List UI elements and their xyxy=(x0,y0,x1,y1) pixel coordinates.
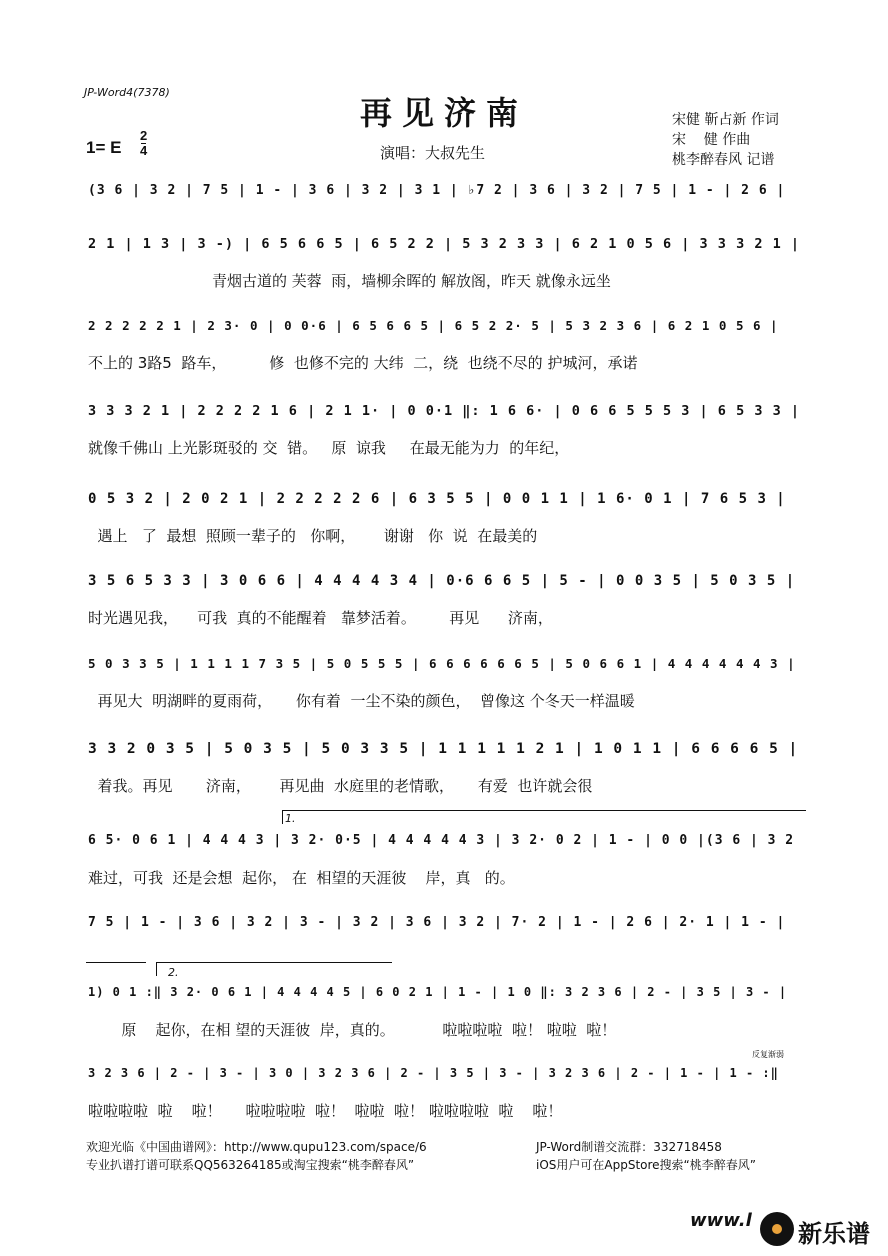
logo-text: 新乐谱 xyxy=(798,1220,870,1248)
lyrics-line: 啦啦啦啦 啦 啦！ 啦啦啦啦 啦！ 啦啦 啦！ 啦啦啦啦 啦 啦！ xyxy=(88,1102,563,1120)
notation-line: 3 3 3 2 1 | 2 2 2 2 1 6 | 2 1 1· | 0 0·1 ‖: 1 6 6· | 0 6 6 5 5 5 3 | 6 5 3 3 | xyxy=(88,403,800,419)
brand-url: www.l xyxy=(690,1210,752,1231)
software-label: JP-Word4(7378) xyxy=(84,86,170,99)
singer-credit: 演唱：大叔先生 xyxy=(380,144,486,162)
volta-second-line xyxy=(156,962,392,963)
site-logo xyxy=(760,1212,884,1248)
notation-line: 3 3 2 0 3 5 | 5 0 3 5 | 5 0 3 3 5 | 1 1 1 1 1 2 1 | 1 0 1 1 | 6 6 6 6 5 | xyxy=(88,741,799,757)
notation-line: 7 5 | 1 - | 3 6 | 3 2 | 3 - | 3 2 | 3 6 | 3 2 | 7· 2 | 1 - | 2 6 | 2· 1 | 1 - | xyxy=(88,915,786,930)
lyrics-line: 就像千佛山 上光影斑驳的 交 错。 原 谅我 在最无能为力 的年纪， xyxy=(88,439,570,457)
volta-first-tick xyxy=(282,810,283,824)
meter-top: 2 xyxy=(140,128,148,143)
volta-first-line xyxy=(282,810,806,811)
key-signature: 1= E xyxy=(86,138,122,157)
fade-direction: 反复渐弱 xyxy=(752,1050,784,1059)
volta-first-continuation xyxy=(86,962,146,963)
notation-line: 2 1 | 1 3 | 3 -) | 6 5 6 6 5 | 6 5 2 2 | 5 3 2 3 3 | 6 2 1 0 5 6 | 3 3 3 2 1 | xyxy=(88,236,800,252)
lyrics-line: 不上的 3路5 路车， 修 也修不完的 大纬 二，绕 也绕不尽的 护城河，承诺 xyxy=(88,354,638,372)
composer-credit: 宋 健 作曲 xyxy=(672,132,751,148)
footer-ios: iOS用户可在AppStore搜索“桃李醉春风” xyxy=(536,1158,756,1172)
volta-second-tick xyxy=(156,962,157,976)
notation-line: 6 5· 0 6 1 | 4 4 4 3 | 3 2· 0·5 | 4 4 4 4 4 3 | 3 2· 0 2 | 1 - | 0 0 |(3 6 | 3 2 xyxy=(88,833,795,848)
lyrics-line: 青烟古道的 芙蓉 雨，墙柳余晖的 解放阁，昨天 就像永远坐 xyxy=(88,272,611,290)
song-title: 再见济南 xyxy=(359,94,528,132)
footer-site-link[interactable]: 欢迎光临《中国曲谱网》：http://www.qupu123.com/space/6 xyxy=(86,1140,427,1154)
notation-line: 1) 0 1 :‖ 3 2· 0 6 1 | 4 4 4 4 5 | 6 0 2 1 | 1 - | 1 0 ‖: 3 2 3 6 | 2 - | 3 5 | 3 - | xyxy=(88,985,788,999)
meter-bottom: 4 xyxy=(140,143,148,158)
footer-contact: 专业扒谱打谱可联系QQ563264185或淘宝搜索“桃李醉春风” xyxy=(86,1158,415,1172)
music-disc-icon xyxy=(760,1212,794,1246)
lyrics-line: 着我。再见 济南， 再见曲 水庭里的老情歌， 有爱 也许就会很 xyxy=(88,777,593,795)
notation-line: (3 6 | 3 2 | 7 5 | 1 - | 3 6 | 3 2 | 3 1 | ♭7 2 | 3 6 | 3 2 | 7 5 | 1 - | 2 6 | xyxy=(88,183,786,198)
notation-line: 0 5 3 2 | 2 0 2 1 | 2 2 2 2 2 6 | 6 3 5 5 | 0 0 1 1 | 1 6· 0 1 | 7 6 5 3 | xyxy=(88,491,786,507)
notation-line: 3 5 6 5 3 3 | 3 0 6 6 | 4 4 4 4 3 4 | 0·6 6 6 5 | 5 - | 0 0 3 5 | 5 0 3 5 | xyxy=(88,573,796,589)
lyrics-line: 时光遇见我， 可我 真的不能醒着 靠梦活着。 再见 济南， xyxy=(88,609,553,627)
footer-group: JP-Word制谱交流群：332718458 xyxy=(536,1140,722,1154)
transcriber-credit: 桃李醉春风 记谱 xyxy=(672,152,775,168)
composer-credits xyxy=(672,110,779,170)
notation-line: 5 0 3 3 5 | 1 1 1 1 7 3 5 | 5 0 5 5 5 | 6 6 6 6 6 6 5 | 5 0 6 6 1 | 4 4 4 4 4 4 3 | xyxy=(88,656,796,671)
lyrics-line: 再见大 明湖畔的夏雨荷， 你有着 一尘不染的颜色， 曾像这 个冬天一样温暖 xyxy=(88,692,635,710)
volta-first-ending: 1. xyxy=(285,812,296,825)
notation-line: 2 2 2 2 2 1 | 2 3· 0 | 0 0·6 | 6 5 6 6 5 | 6 5 2 2· 5 | 5 3 2 3 6 | 6 2 1 0 5 6 | xyxy=(88,318,779,333)
footer-left xyxy=(86,1138,427,1174)
lyrics-line: 难过，可我 还是会想 起你， 在 相望的天涯彼 岸，真 的。 xyxy=(88,869,515,887)
time-signature xyxy=(140,129,147,158)
volta-second-ending: 2. xyxy=(168,966,179,979)
lyrics-line: 原 起你，在相 望的天涯彼 岸，真的。 啦啦啦啦 啦！ 啦啦 啦！ xyxy=(88,1021,617,1039)
lyrics-line: 遇上 了 最想 照顾一辈子的 你啊， 谢谢 你 说 在最美的 xyxy=(88,527,538,545)
lyricist-credit: 宋健 靳占新 作词 xyxy=(672,112,779,128)
notation-line: 3 2 3 6 | 2 - | 3 - | 3 0 | 3 2 3 6 | 2 - | 3 5 | 3 - | 3 2 3 6 | 2 - | 1 - | 1 - :‖ xyxy=(88,1066,779,1080)
footer-right xyxy=(536,1138,756,1174)
